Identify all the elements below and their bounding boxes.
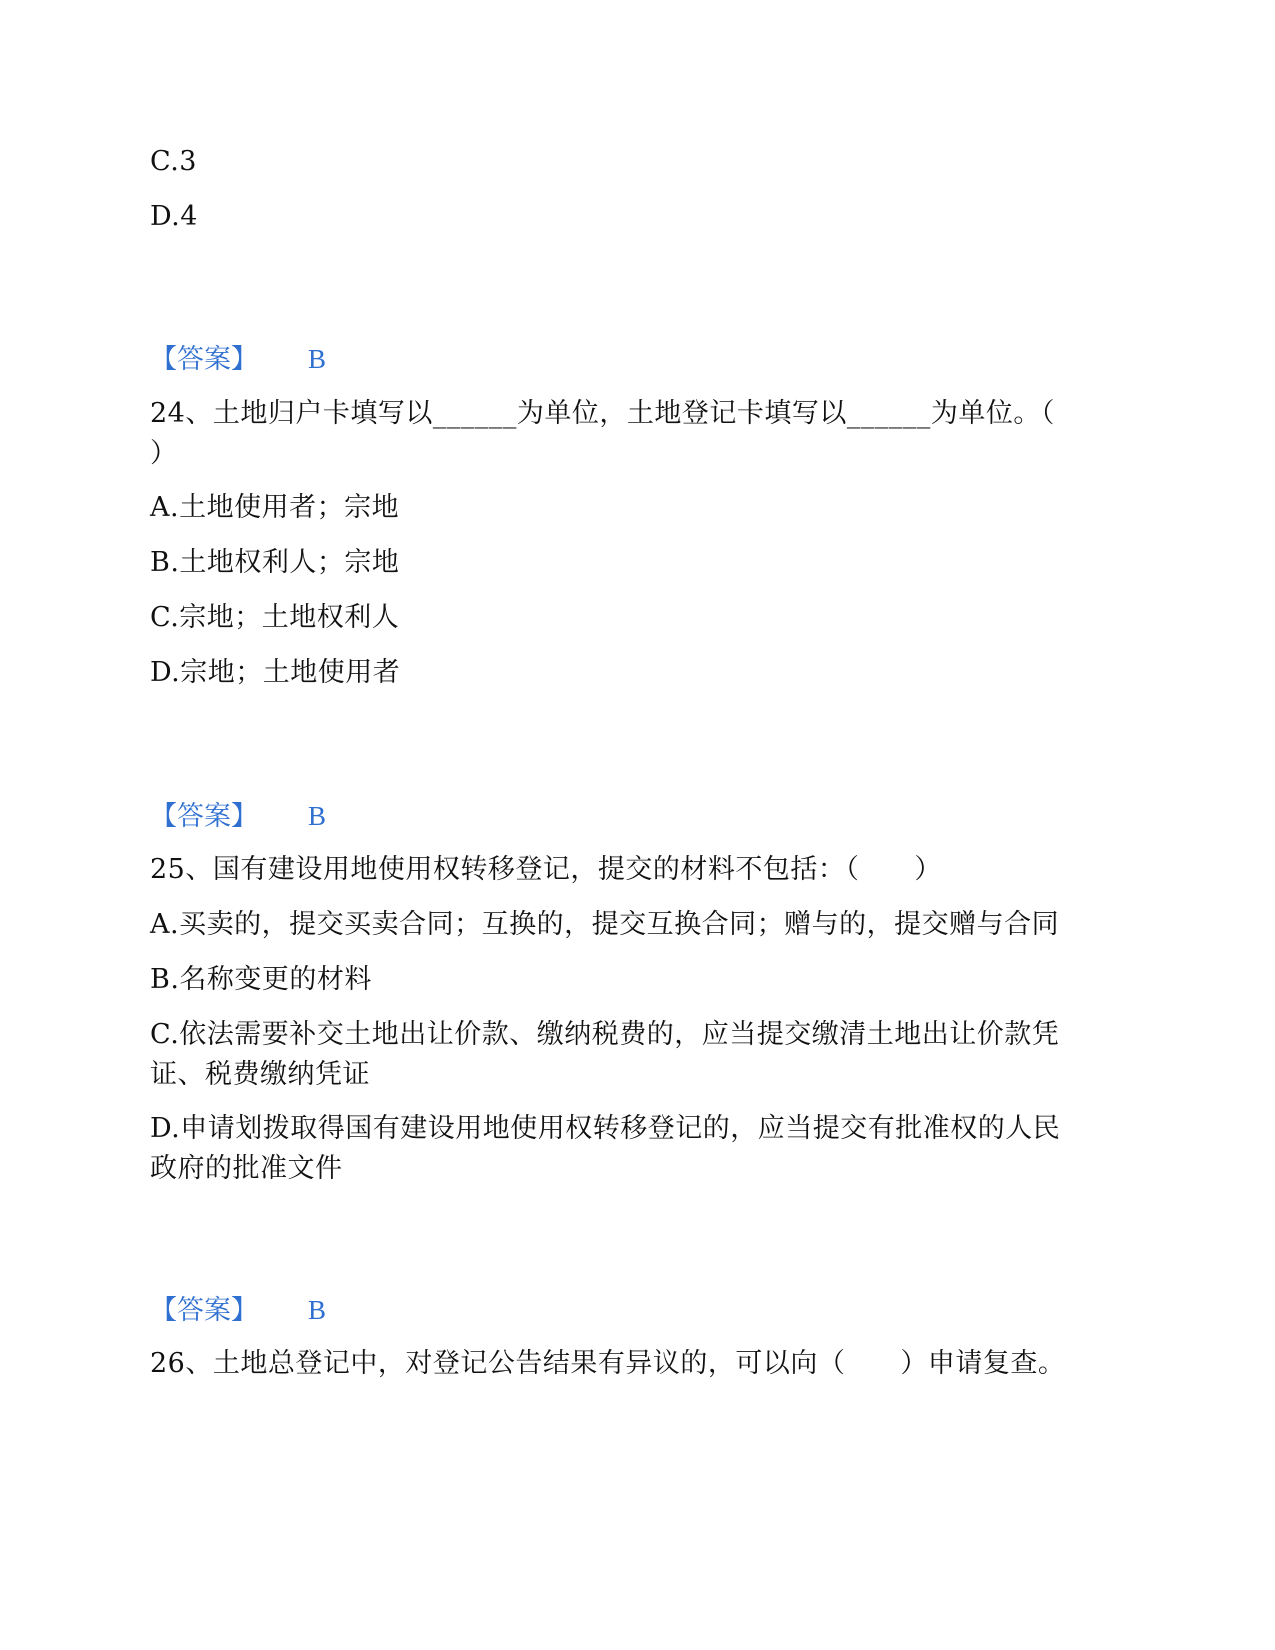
- answer-label: 【答案】: [150, 344, 258, 375]
- q25-option-d-line2: 政府的批准文件: [150, 1153, 343, 1184]
- answer-label: 【答案】: [150, 1295, 258, 1326]
- q23-option-c: C.3: [150, 146, 197, 177]
- q24-answer: [150, 798, 326, 835]
- q24-stem-line2: ）: [150, 438, 178, 469]
- q24-option-b: B.土地权利人；宗地: [150, 547, 400, 578]
- answer-value: B: [308, 344, 327, 374]
- q25-option-c-line1: C.依法需要补交土地出让价款、缴纳税费的，应当提交缴清土地出让价款凭: [150, 1019, 1060, 1050]
- q25-option-b: B.名称变更的材料: [150, 964, 372, 995]
- q24-stem-line1: 24、土地归户卡填写以______为单位，土地登记卡填写以______为单位。（: [150, 398, 1055, 429]
- q25-answer: [150, 1292, 326, 1329]
- q25-option-a: A.买卖的，提交买卖合同；互换的，提交互换合同；赠与的，提交赠与合同: [150, 909, 1060, 940]
- q24-option-c: C.宗地；土地权利人: [150, 602, 400, 633]
- q24-option-d: D.宗地；土地使用者: [150, 657, 401, 688]
- q25-stem: 25、国有建设用地使用权转移登记，提交的材料不包括：（ ）: [150, 854, 942, 885]
- q23-option-d: D.4: [150, 201, 198, 232]
- q23-answer: [150, 341, 326, 378]
- q25-option-c-line2: 证、税费缴纳凭证: [150, 1059, 370, 1090]
- answer-label: 【答案】: [150, 801, 258, 832]
- answer-value: B: [308, 801, 327, 831]
- q25-option-d-line1: D.申请划拨取得国有建设用地使用权转移登记的，应当提交有批准权的人民: [150, 1113, 1061, 1144]
- q26-stem: 26、土地总登记中，对登记公告结果有异议的，可以向（ ）申请复查。: [150, 1348, 1066, 1379]
- q24-option-a: A.土地使用者；宗地: [150, 492, 400, 523]
- answer-value: B: [308, 1295, 327, 1325]
